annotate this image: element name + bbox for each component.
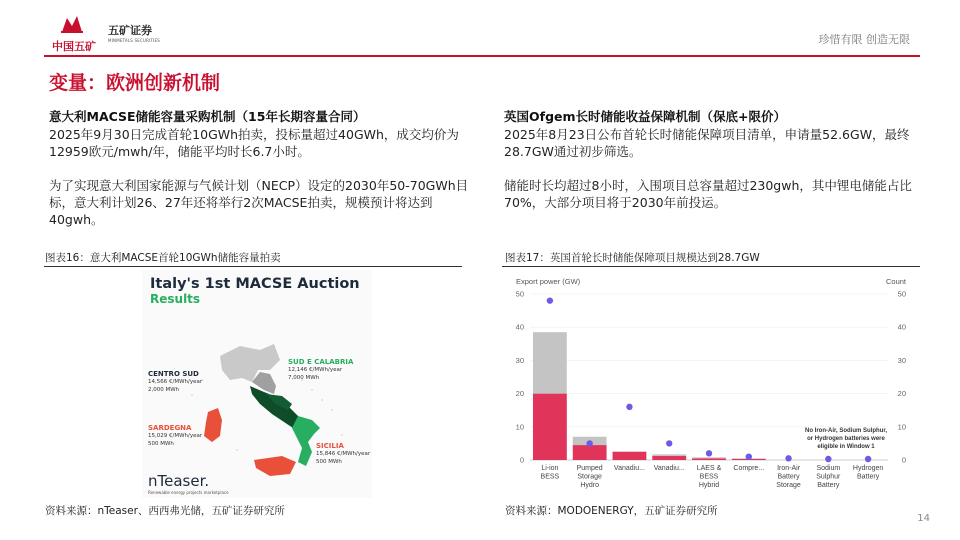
nteaser-logo: nTeaser. [148,472,210,490]
minmetals-emblem-icon [59,12,85,34]
count-marker [746,453,752,459]
right-column [504,108,924,211]
bar-segment [692,458,726,460]
region-name: CENTRO SUD [148,370,199,378]
right-paragraph-2: 储能时长均超过8小时，入围项目总容量超过230gwh，其中锂电储能占比70%，大部分项目将于2030年前投运。 [504,178,912,210]
chart-annotation-line: eligible in Window 1 [817,444,875,450]
region-sicilia [316,442,370,466]
x-tick-label: BESS [540,473,560,481]
x-tick-label: Hybrid [698,482,720,489]
bar-segment [692,457,726,458]
brand-name-cn: 五矿证券 [108,24,152,37]
y-tick-label-right: 10 [897,422,906,432]
y-tick-label-right: 30 [897,355,906,365]
count-marker [666,440,672,446]
header-divider [44,55,920,57]
y-tick-label: 30 [515,355,524,365]
x-tick-label: Battery [817,482,840,489]
y-axis-label-right: Count [885,277,906,286]
y-tick-label-right: 0 [901,455,906,465]
x-tick-label: Battery [777,473,800,481]
y-tick-label: 40 [515,322,524,332]
page-number: 14 [917,513,930,524]
x-tick-label: Storage [776,482,801,489]
left-column [49,108,469,228]
page-title: 变量：欧洲创新机制 [49,72,221,94]
uk-ldes-chart [510,270,910,498]
count-marker [785,455,791,461]
left-heading: 意大利MACSE储能容量采购机制（15年长期容量合同） [49,109,366,124]
map-subtitle: Results [150,292,201,306]
count-marker [547,297,553,303]
x-tick-label: Vanadiu... [613,465,645,472]
y-tick-label-right: 20 [897,389,906,399]
brand-name-en: MINMETALS SECURITIES [108,38,160,43]
x-tick-label: Hydro [580,482,600,489]
region-name: SUD E CALABRIA [288,358,354,366]
map-title: Italy's 1st MACSE Auction [150,276,360,292]
region-sardegna [148,424,202,448]
x-tick-label: Compre... [733,465,765,472]
x-tick-label: Vanadiu... [653,465,685,472]
bar-segment [573,445,607,460]
region-price: 12,146 €/MWh/year [288,367,343,373]
x-tick-label: Iron-Air [777,465,801,472]
region-volume: 7,000 MWh [288,375,320,381]
left-source: 资料来源：nTeaser、西西弗光储，五矿证券研究所 [45,505,285,517]
right-figure-caption: 图表17：英国首轮长时储能保障项目规模达到28.7GW [505,252,760,264]
bar-segment [652,454,686,456]
logo-text: 中国五矿 [52,40,96,53]
x-tick-label: Storage [577,473,602,481]
company-logo [44,12,104,56]
right-source: 资料来源：MODOENERGY，五矿证券研究所 [505,505,718,517]
x-tick-label: Battery [857,473,880,481]
chart-annotation-line: No Iron-Air, Sodium Sulphur, [805,428,887,434]
slogan: 珍惜有限 创造无限 [818,33,910,46]
x-tick-label: Li-ion [541,465,559,472]
nteaser-tagline: Renewable energy projects marketplace [148,490,229,495]
region-volume: 500 MWh [148,441,174,447]
x-tick-label: Sulphur [816,473,841,481]
region-volume: 500 MWh [316,459,342,465]
right-paragraph-1: 2025年8月23日公布首轮长时储能保障项目清单，申请量52.6GW，最终28.7GW通过初步筛选。 [504,127,910,159]
left-paragraph-2: 为了实现意大利国家能源与气候计划（NECP）设定的2030年50-70GWh目标，意大利计划26、27年还将举行2次MACSE拍卖，规模预计将达到40gwh。 [49,178,469,227]
italy-auction-map [142,270,372,498]
region-volume: 2,000 MWh [148,387,180,393]
chart-annotation-line: or Hydrogen batteries were [807,436,885,442]
bar-segment [533,394,567,460]
count-marker [865,456,871,462]
region-centro-sud [148,370,202,394]
count-marker [586,440,592,446]
x-tick-label: BESS [699,473,719,481]
region-sud-e-calabria [288,358,353,382]
y-tick-label-right: 50 [897,289,906,299]
brand [108,22,160,43]
x-tick-label: Pumped [576,465,603,472]
region-name: SICILIA [316,442,344,450]
left-figure-caption: 图表16：意大利MACSE首轮10GWh储能容量拍卖 [45,252,281,264]
right-heading: 英国Ofgem长时储能收益保障机制（保底+限价） [504,109,786,124]
count-marker [825,456,831,462]
bar-segment [652,456,686,460]
count-marker [626,404,632,410]
y-tick-label: 20 [515,389,524,399]
left-paragraph-1: 2025年9月30日完成首轮10GWh拍卖，投标量超过40GWh，成交均价为12959欧元/mwh/年，储能平均时长6.7小时。 [49,127,459,159]
right-caption-rule [502,266,920,267]
region-price: 15,846 €/MWh/year [316,451,371,457]
x-tick-label: LAES & [696,465,722,472]
bar-segment [613,452,647,460]
region-price: 14,566 €/MWh/year [148,379,203,385]
left-caption-rule [44,266,462,267]
bar-segment [533,332,567,393]
region-price: 15,029 €/MWh/year [148,433,203,439]
x-tick-label: Sodium [816,465,841,472]
y-axis-label-left: Export power (GW) [516,277,581,286]
y-tick-label: 0 [519,455,524,465]
count-marker [706,450,712,456]
region-name: SARDEGNA [148,424,192,432]
y-tick-label: 10 [515,422,524,432]
x-tick-label: Hydrogen [852,465,884,472]
y-tick-label-right: 40 [897,322,906,332]
y-tick-label: 50 [515,289,524,299]
